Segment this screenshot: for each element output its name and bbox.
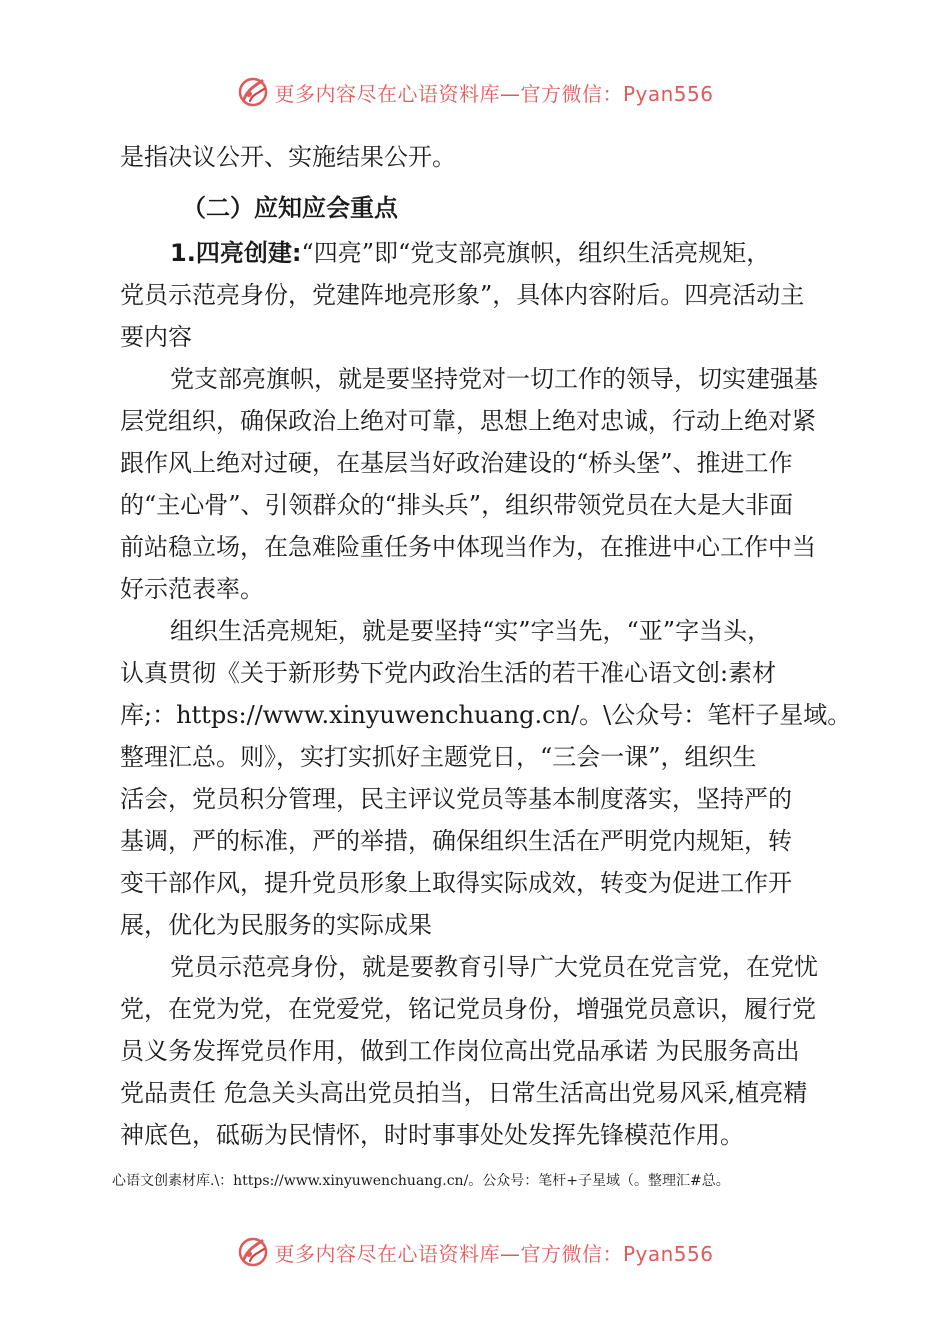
- item1-line3: 要内容: [120, 323, 192, 351]
- header-banner: [0, 72, 950, 112]
- intro-line: 是指决议公开、实施结果公开。: [120, 143, 456, 171]
- para-flag-line: 前站稳立场，在急难险重任务中体现当作为，在推进中心工作中当: [120, 533, 816, 561]
- section-heading: （二）应知应会重点: [182, 194, 398, 222]
- document-body: [120, 136, 855, 1156]
- banner-text: 更多内容尽在心语资料库—官方微信：Pyan556: [274, 1241, 714, 1266]
- para-rules-line: 整理汇总。则》，实打实抓好主题党日，“三会一课”，组织生: [120, 743, 757, 771]
- flame-swirl-logo-icon: [236, 75, 270, 109]
- flame-swirl-logo-icon: [236, 1235, 270, 1269]
- footer-banner: [0, 1232, 950, 1272]
- footnote: 心语文创素材库.\：https://www.xinyuwenchuang.cn/。公众号：笔杆+子星域（。整理汇#总。: [112, 1173, 730, 1189]
- para-identity-line: 员义务发挥党员作用，做到工作岗位高出党品承诺 为民服务高出: [120, 1037, 800, 1065]
- para-flag-line: 层党组织，确保政治上绝对可靠，思想上绝对忠诚，行动上绝对紧: [120, 407, 816, 435]
- para-identity-line: 党品责任 危急关头高出党员拍当，日常生活高出党易风采,植亮精: [120, 1079, 808, 1107]
- item1-line1-rest: “四亮”即“党支部亮旗帜，组织生活亮规矩，: [301, 239, 771, 267]
- para-flag-line: 党支部亮旗帜，就是要坚持党对一切工作的领导，切实建强基: [170, 365, 818, 393]
- para-flag-line: 好示范表率。: [120, 575, 264, 603]
- banner-text: 更多内容尽在心语资料库—官方微信：Pyan556: [274, 81, 714, 106]
- para-flag-line: 的“主心骨”、引领群众的“排头兵”，组织带领党员在大是大非面: [120, 491, 794, 519]
- para-rules-line: 活会，党员积分管理，民主评议党员等基本制度落实，坚持严的: [120, 785, 792, 813]
- para-rules-line: 变干部作风，提升党员形象上取得实际成效，转变为促进工作开: [120, 869, 792, 897]
- para-rules-line: 组织生活亮规矩，就是要坚持“实”字当先，“亚”字当头，: [170, 617, 772, 645]
- para-rules-line: 展，优化为民服务的实际成果: [120, 911, 432, 939]
- para-identity-line: 神底色，砥砺为民情怀，时时事事处处发挥先锋模范作用。: [120, 1121, 744, 1149]
- item1-line2: 党员示范亮身份，党建阵地亮形象”，具体内容附后。四亮活动主: [120, 281, 805, 309]
- para-rules-line: 库;：https://www.xinyuwenchuang.cn/。\公众号：笔杆子星域。: [120, 701, 852, 729]
- item1-first-line: [120, 232, 855, 274]
- item1-label: 1.四亮创建:: [170, 239, 302, 267]
- para-rules-line: 基调，严的标准，严的举措，确保组织生活在严明党内规矩，转: [120, 827, 792, 855]
- para-identity-line: 党，在党为党，在党爱党，铭记党员身份，增强党员意识，履行党: [120, 995, 816, 1023]
- para-identity-line: 党员示范亮身份，就是要教育引导广大党员在党言党，在党忧: [170, 953, 818, 981]
- para-flag-line: 跟作风上绝对过硬，在基层当好政治建设的“桥头堡”、推进工作: [120, 449, 793, 477]
- para-rules-line: 认真贯彻《关于新形势下党内政治生活的若干准心语文创:素材: [120, 659, 777, 687]
